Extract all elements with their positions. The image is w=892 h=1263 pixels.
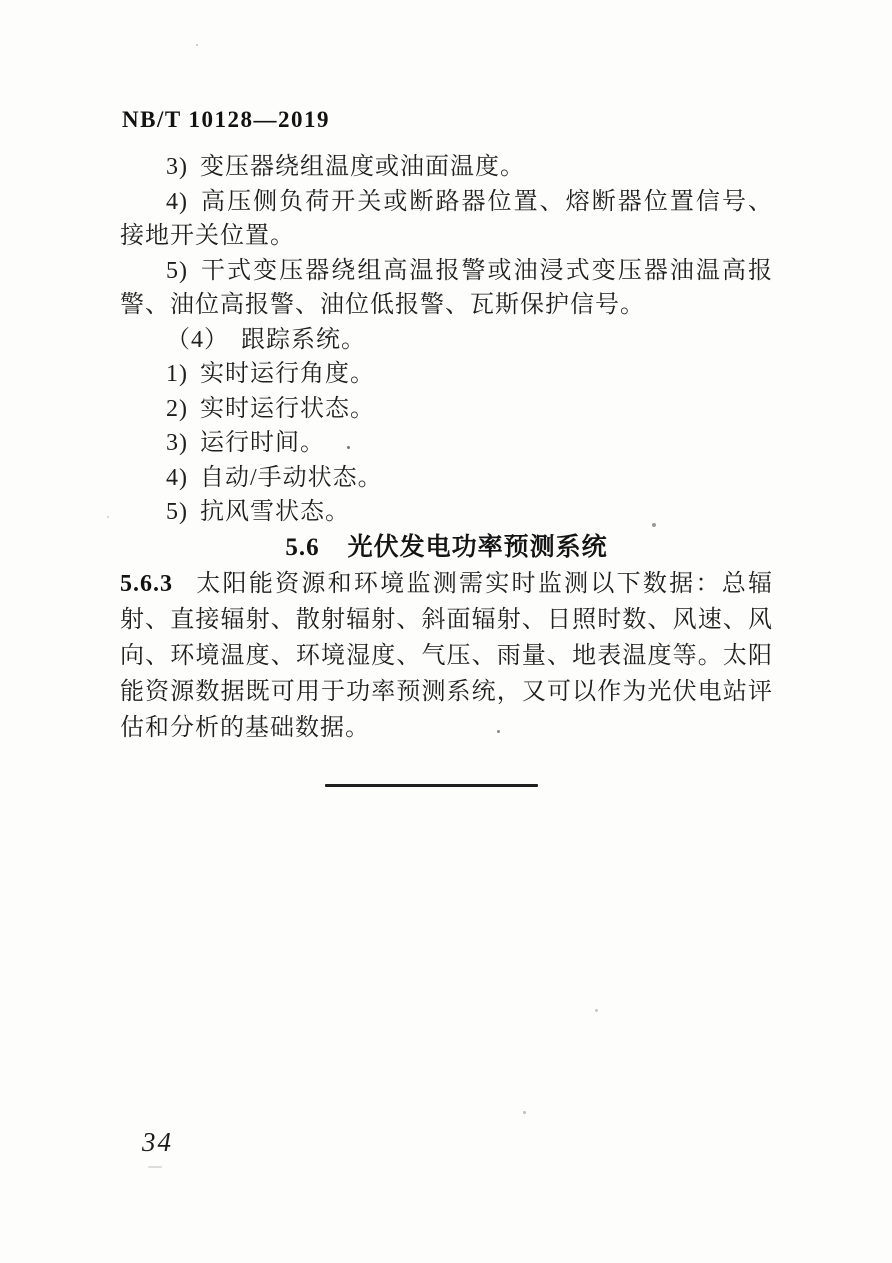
scan-speck [523, 1111, 526, 1114]
list-item-label: 3) [166, 430, 188, 456]
list-item-text: 干式变压器绕组高温报警或油浸式变压器油温高报警、油位高报警、油位低报警、瓦斯保护信号。 [120, 257, 773, 318]
list-item-text: 实时运行状态。 [200, 395, 375, 422]
section-number: 5.6 [285, 533, 320, 561]
scan-speck [497, 730, 500, 733]
list-item-label: 5) [166, 257, 188, 284]
list-item-text: 跟踪系统。 [241, 326, 366, 353]
list-item-label: 3) [166, 154, 188, 180]
section-title: 光伏发电功率预测系统 [347, 533, 608, 561]
page-number: 34 [142, 1127, 173, 1157]
list-item-text: 自动/手动状态。 [200, 464, 383, 491]
page-content [120, 150, 773, 787]
standard-number-header: NB/T 10128—2019 [122, 107, 331, 132]
list-item [120, 254, 773, 323]
list-item-text: 抗风雪状态。 [200, 499, 350, 525]
scan-speck [652, 523, 656, 527]
list-item-text: 实时运行角度。 [200, 361, 375, 387]
scan-speck [196, 44, 198, 46]
list-item-label: 4) [166, 188, 188, 215]
list-item [120, 357, 773, 392]
clause-paragraph [120, 566, 773, 746]
list-item-text: 运行时间。 [200, 430, 325, 456]
list-item-label: 1) [166, 361, 188, 387]
list-item [120, 185, 773, 254]
list-item-label: 2) [166, 395, 188, 422]
list-item-label: 5) [166, 499, 188, 525]
scan-speck [347, 446, 350, 449]
list-item [120, 323, 773, 358]
list-item-text: 高压侧负荷开关或断路器位置、熔断器位置信号、接地开关位置。 [120, 188, 773, 249]
list-item [120, 461, 773, 496]
scan-speck [595, 1009, 598, 1012]
list-item-text: 变压器绕组温度或油面温度。 [200, 154, 525, 180]
list-item [120, 495, 773, 530]
clause-text: 太阳能资源和环境监测需实时监测以下数据：总辐射、直接辐射、散射辐射、斜面辐射、日照时数、风速、风向、环境温度、环境湿度、气压、雨量、地表温度等。太阳能资源数据既可用于功率预测系统，又可以作为光伏电站评估和分析的基础数据。 [120, 570, 773, 741]
scan-speck [148, 1166, 162, 1168]
list-item [120, 392, 773, 427]
list-item-label: （4） [166, 326, 229, 353]
clause-number: 5.6.3 [120, 570, 173, 597]
list-item-label: 4) [166, 464, 188, 491]
scan-speck [107, 516, 109, 518]
list-item [120, 150, 773, 185]
section-heading [120, 530, 773, 566]
end-of-text-rule [325, 784, 538, 787]
list-item [120, 426, 773, 461]
